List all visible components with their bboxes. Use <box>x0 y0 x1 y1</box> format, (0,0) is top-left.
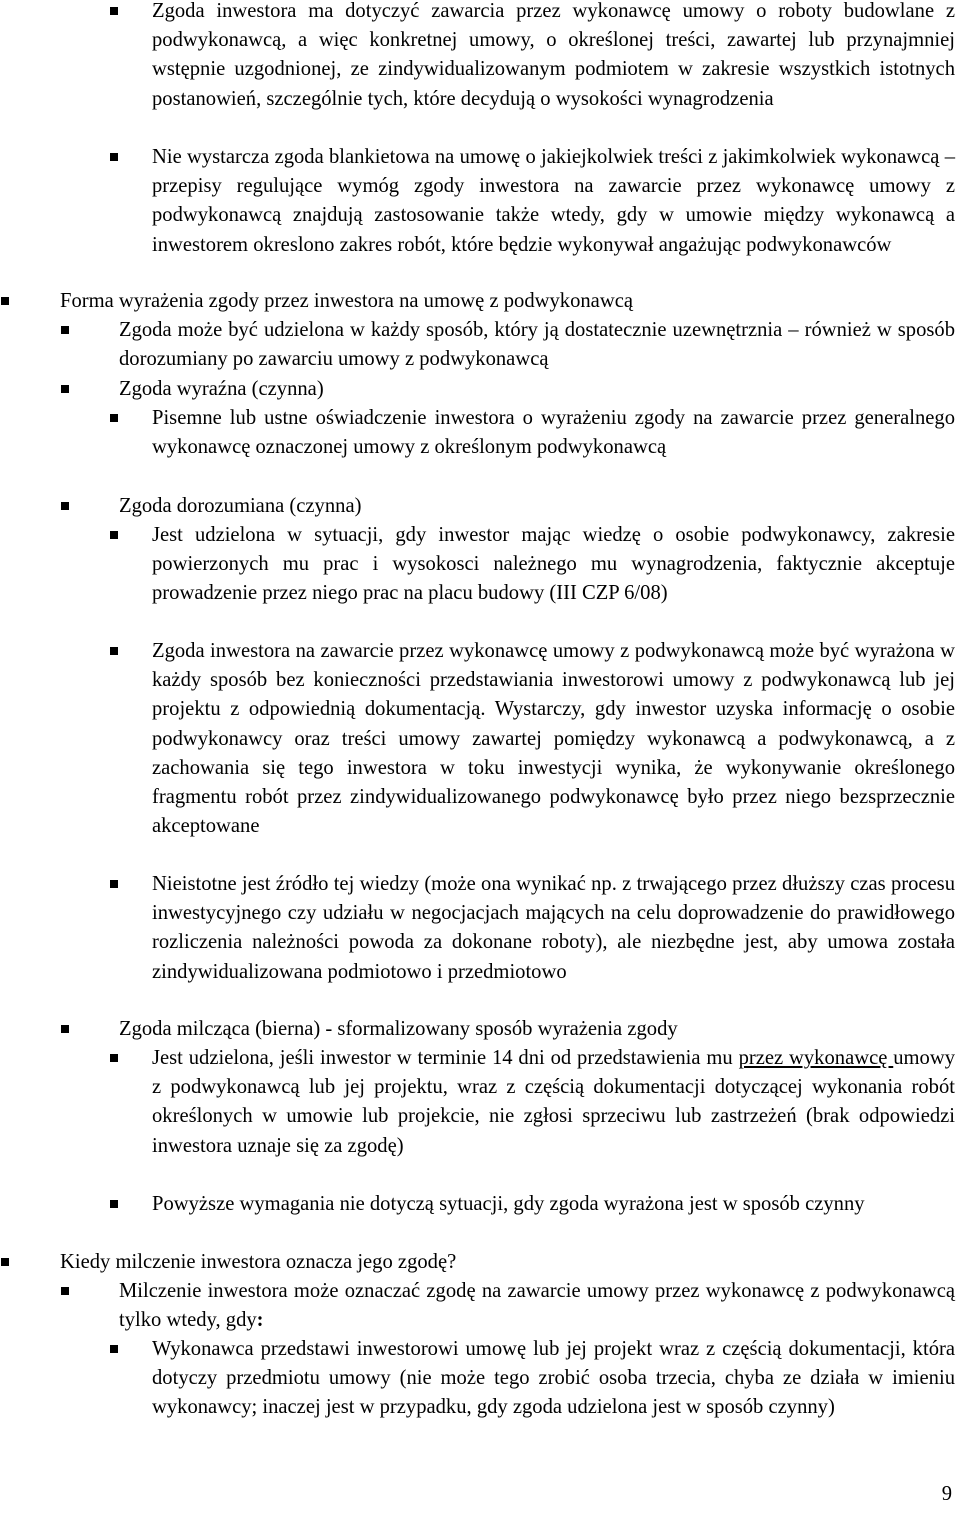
list-item-text: Forma wyrażenia zgody przez inwestora na umowę z podwykonawcą <box>60 290 633 312</box>
square-bullet-icon <box>110 7 118 15</box>
square-bullet-icon <box>110 1345 118 1353</box>
page-number: 9 <box>941 1483 952 1505</box>
square-bullet-icon <box>110 1054 118 1062</box>
square-bullet-icon <box>110 1200 118 1208</box>
list-item <box>119 375 955 404</box>
list-item-text: Zgoda inwestora na zawarcie przez wykonawcę umowy z podwykonawcą może być wyrażona w każdy sposób bez konieczności przedstawiania inwestorowi umowy z podwykonawcą lub jej projektu z odpowiednią dokumentacją. Wystarczy, gdy inwestor uzyska informację o osobie podwykonawcy oraz treści umowy zawartej pomiędzy wykonawcą a podwykonawcą, a z zachowania się tego inwestora w toku inwestycji wynika, że wykonywanie określonego fragmentu robót przez zindywidualizowanego podwykonawcę było przez niego bezsprzecznie akceptowane <box>152 640 955 838</box>
list-item <box>152 521 955 609</box>
list-item <box>152 637 955 841</box>
list-item <box>152 1335 955 1423</box>
list-item-text: Zgoda wyraźna (czynna) <box>119 378 324 400</box>
list-item <box>119 316 955 374</box>
list-item <box>152 0 955 114</box>
list-item-text: Zgoda milcząca (bierna) - sformalizowany sposób wyrażenia zgody <box>119 1018 678 1040</box>
square-bullet-icon <box>110 414 118 422</box>
square-bullet-icon <box>61 385 69 393</box>
list-item <box>152 870 955 987</box>
list-item-text: Powyższe wymagania nie dotyczą sytuacji, gdy zgoda wyrażona jest w sposób czynny <box>152 1193 865 1215</box>
underlined-text: przez wykonawcę <box>738 1047 894 1069</box>
list-item-text: Jest udzielona, jeśli inwestor w terminie 14 dni od przedstawienia mu przez wykonawcę umowy z podwykonawcą lub jej projektu, wraz z częścią dokumentacji dotyczącej wykonania robót określonych w umowie lub projekcie, nie zgłosi sprzeciwu lub zastrzeżeń (brak odpowiedzi inwestora uznaje się za zgodę) <box>152 1047 956 1157</box>
list-item <box>119 1277 955 1335</box>
square-bullet-icon <box>61 1025 69 1033</box>
list-item <box>152 404 955 462</box>
list-item-text: Nie wystarcza zgoda blankietowa na umowę o jakiejkolwiek treści z jakimkolwiek wykonawcą – przepisy regulujące wymóg zgody inwestora na zawarcie przez wykonawcę umowy z podwykonawcą znajdują zastosowanie także wtedy, gdy w umowie między wykonawcą a inwestorem okreslono zakres robót, które będzie wykonywał angażując podwykonawców <box>152 146 955 256</box>
square-bullet-icon <box>61 502 69 510</box>
list-item-text: Pisemne lub ustne oświadczenie inwestora o wyrażeniu zgody na zawarcie przez generalnego wykonawcę oznaczonej umowy z określonym podwykonawcą <box>152 407 955 459</box>
square-bullet-icon <box>61 326 69 334</box>
list-item <box>152 1190 955 1219</box>
square-bullet-icon <box>1 1258 9 1266</box>
list-item-text: Milczenie inwestora może oznaczać zgodę na zawarcie umowy przez wykonawcę z podwykonawcą tylko wtedy, gdy: <box>119 1280 955 1332</box>
list-item-text: Zgoda może być udzielona w każdy sposób, który ją dostatecznie uzewnętrznia – również w sposób dorozumiany po zawarciu umowy z podwykonawcą <box>119 319 955 371</box>
square-bullet-icon <box>110 153 118 161</box>
list-item-text: Zgoda dorozumiana (czynna) <box>119 495 362 517</box>
square-bullet-icon <box>110 880 118 888</box>
list-item <box>60 287 955 316</box>
list-item <box>152 143 955 260</box>
square-bullet-icon <box>61 1287 69 1295</box>
list-item-text: Jest udzielona w sytuacji, gdy inwestor mając wiedzę o osobie podwykonawcy, zakresie powierzonych mu prac i wysokosci należnego mu wynagrodzenia, faktycznie akceptuje prowadzenie przez niego prac na placu budowy (III CZP 6/08) <box>152 524 955 605</box>
square-bullet-icon <box>110 647 118 655</box>
square-bullet-icon <box>110 531 118 539</box>
list-item <box>60 1248 955 1277</box>
list-item <box>119 1015 955 1044</box>
list-item-text: Wykonawca przedstawi inwestorowi umowę lub jej projekt wraz z częścią dokumentacji, która dotyczy przedmiotu umowy (nie może tego zrobić osoba trzecia, chyba ze działa w imieniu wykonawcy; inaczej jest w przypadku, gdy zgoda udzielona jest w sposób czynny) <box>152 1338 955 1419</box>
list-item-text: Nieistotne jest źródło tej wiedzy (może ona wynikać np. z trwającego przez dłuższy czas procesu inwestycyjnego czy udziału w negocjacjach mających na celu doprowadzenie do prawidłowego rozliczenia należności powoda za dokonane roboty), ale niezbędne jest, aby umowa została zindywidualizowana podmiotowo i przedmiotowo <box>152 873 955 983</box>
square-bullet-icon <box>1 297 9 305</box>
list-item <box>119 492 955 521</box>
list-item-text: Zgoda inwestora ma dotyczyć zawarcia przez wykonawcę umowy o roboty budowlane z podwykonawcą, a więc konkretnej umowy, o określonej treści, zawartej lub przynajmniej wstępnie uzgodnionej, ze zindywidualizowanym podmiotem w zakresie wszystkich istotnych postanowień, szczególnie tych, które decydują o wysokości wynagrodzenia <box>152 0 955 110</box>
list-item <box>152 1044 955 1161</box>
list-item-text: Kiedy milczenie inwestora oznacza jego zgodę? <box>60 1251 457 1273</box>
